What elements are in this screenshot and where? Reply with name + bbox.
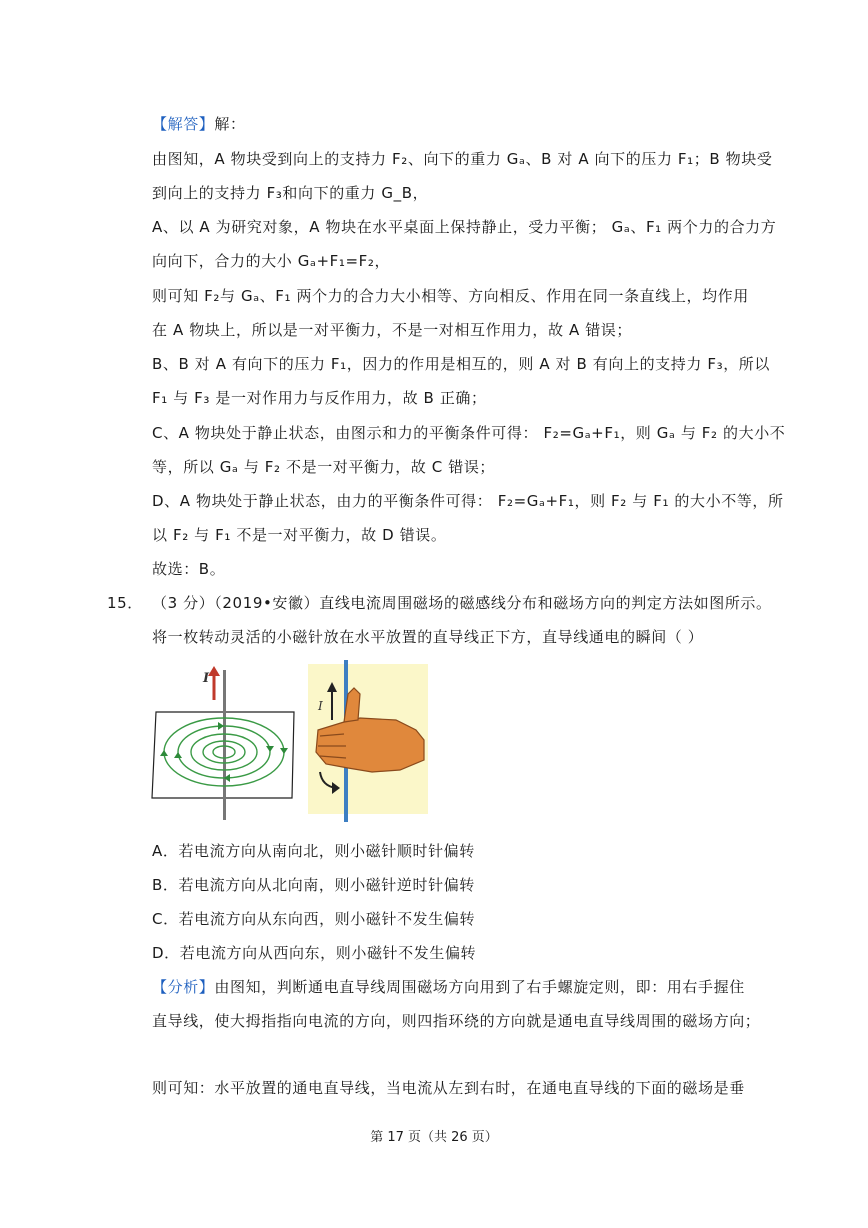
answer-line: 向向下，合力的大小 Gₐ+F₁=F₂， bbox=[152, 252, 391, 270]
question-stem-line: 将一枚转动灵活的小磁针放在水平放置的直导线正下方，直导线通电的瞬间（ ） bbox=[152, 628, 704, 646]
answer-tag: 【解答】 bbox=[152, 115, 215, 133]
analysis-text: 由图知，判断通电直导线周围磁场方向用到了右手螺旋定则，即：用右手握住 bbox=[214, 978, 745, 996]
answer-line: 由图知，A 物块受到向上的支持力 F₂、向下的重力 Gₐ、B 对 A 向下的压力 F₁；B 物块受 bbox=[152, 150, 773, 168]
answer-intro: 解： bbox=[214, 115, 246, 133]
answer-line: 以 F₂ 与 F₁ 不是一对平衡力，故 D 错误。 bbox=[152, 526, 447, 544]
right-hand-rule-diagram bbox=[308, 660, 428, 822]
answer-line: 到向上的支持力 F₃和向下的重力 G_B， bbox=[152, 184, 429, 202]
current-label-right: I bbox=[318, 699, 323, 713]
answer-line: D、A 物块处于静止状态，由力的平衡条件可得： F₂=Gₐ+F₁，则 F₂ 与 F₁ 的大小不等，所 bbox=[152, 492, 784, 510]
answer-line: A、以 A 为研究对象，A 物块在水平桌面上保持静止，受力平衡； Gₐ、F₁ 两个力的合力方 bbox=[152, 218, 777, 236]
answer-line: 等，所以 Gₐ 与 F₂ 不是一对平衡力，故 C 错误； bbox=[152, 458, 496, 476]
option-b: B．若电流方向从北向南，则小磁针逆时针偏转 bbox=[152, 876, 475, 894]
answer-line: C、A 物块处于静止状态，由图示和力的平衡条件可得： F₂=Gₐ+F₁，则 Gₐ 与 F₂ 的大小不 bbox=[152, 424, 786, 442]
answer-line: 则可知 F₂与 Gₐ、F₁ 两个力的合力大小相等、方向相反、作用在同一条直线上，均作用 bbox=[152, 287, 749, 305]
analysis-line bbox=[152, 977, 745, 997]
magnetic-field-figure bbox=[148, 660, 438, 822]
option-d: D．若电流方向从西向东，则小磁针不发生偏转 bbox=[152, 944, 477, 962]
option-a: A．若电流方向从南向北，则小磁针顺时针偏转 bbox=[152, 842, 475, 860]
field-lines-diagram bbox=[152, 666, 294, 820]
question-number: 15． bbox=[107, 594, 143, 612]
analysis-line: 则可知：水平放置的通电直导线，当电流从左到右时，在通电直导线的下面的磁场是垂 bbox=[152, 1079, 745, 1097]
answer-line: 在 A 物块上，所以是一对平衡力，不是一对相互作用力，故 A 错误； bbox=[152, 321, 632, 339]
analysis-tag: 【分析】 bbox=[152, 978, 215, 996]
answer-heading bbox=[152, 114, 246, 134]
analysis-line: 直导线，使大拇指指向电流的方向，则四指环绕的方向就是通电直导线周围的磁场方向； bbox=[152, 1012, 761, 1030]
current-label-left: I bbox=[203, 671, 210, 686]
page-footer: 第 17 页（共 26 页） bbox=[370, 1130, 498, 1145]
answer-line: 故选：B。 bbox=[152, 560, 226, 578]
answer-line: B、B 对 A 有向下的压力 F₁，因力的作用是相互的，则 A 对 B 有向上的支持力 F₃，所以 bbox=[152, 355, 770, 373]
question-stem-line: （3 分）（2019•安徽）直线电流周围磁场的磁感线分布和磁场方向的判定方法如图所示。 bbox=[152, 594, 772, 612]
option-c: C．若电流方向从东向西，则小磁针不发生偏转 bbox=[152, 910, 476, 928]
answer-line: F₁ 与 F₃ 是一对作用力与反作用力，故 B 正确； bbox=[152, 389, 487, 407]
